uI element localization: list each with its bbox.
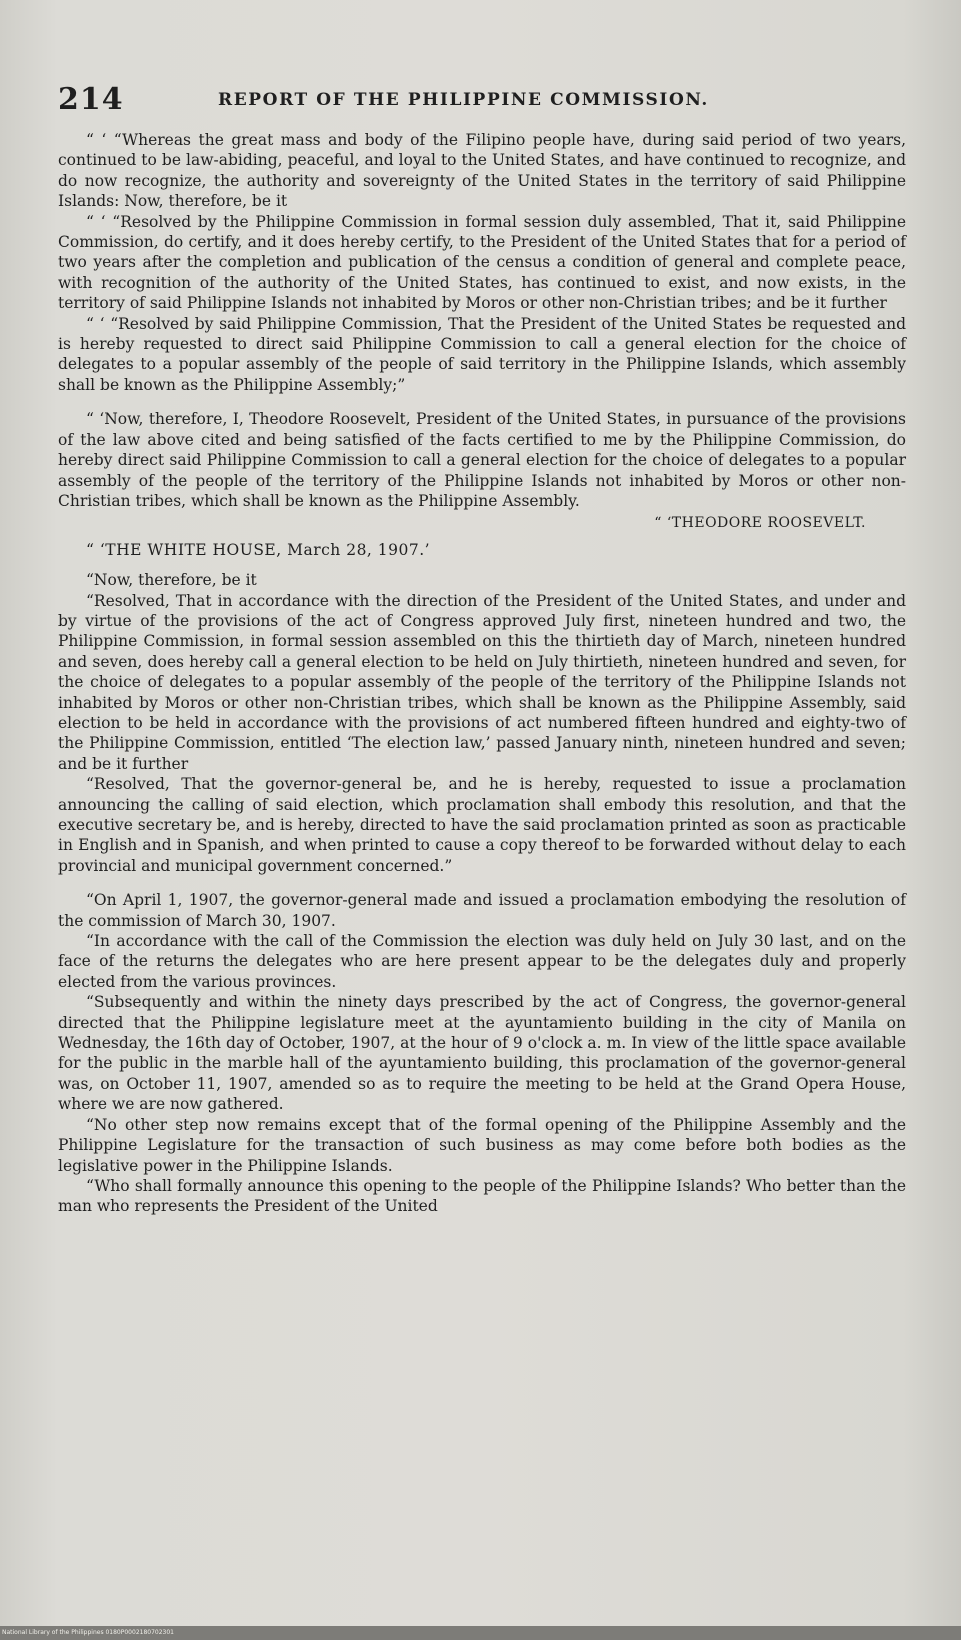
signature: “ ‘THEODORE ROOSEVELT.: [654, 515, 866, 532]
paragraph: “ ‘Now, therefore, I, Theodore Roosevelt, President of the United States, in pursuance of the provisions of the law above cited and being satisfied of the facts certified to me by the Philippine Commission, do hereby direct said Philippine Commission to call a general election for the choice of delegates to a popular assembly of the people of the territory of the Philippine Islands not inhabited by Moros or other non-Christian tribes, which shall be known as the Philippine Assembly.: [58, 410, 906, 510]
dateline: “ ‘THE WHITE HOUSE, March 28, 1907.’: [86, 540, 431, 559]
paragraph: “Who shall formally announce this opening to the people of the Philippine Islands? Who better than the man who represents the President of the United: [58, 1176, 906, 1216]
paragraph: “No other step now remains except that of the formal opening of the Philippine Assembly and the Philippine Legislature for the transaction of such business as may come before both bodies as the legislative power in the Philippine Islands.: [58, 1115, 906, 1175]
paragraph: “In accordance with the call of the Commission the election was duly held on July 30 last, and on the face of the returns the delegates who are here present appear to be the delegates duly and properly elected from the various provinces.: [58, 932, 906, 991]
paragraph: “Resolved, That in accordance with the direction of the President of the United States, and under and by virtue of the provisions of the act of Congress approved July first, nineteen hundred and two, the Philippine Commission, in formal session assembled on this the thirtieth day of March, nineteen hundred and seven, does hereby call a general election to be held on July thirtieth, nineteen hundred and seven, for the choice of delegates to a popular assembly of the people of the territory of the Philippine Islands not inhabited by Moros or other non-Christian tribes, which shall be known as the Philippine Assembly, said election to be held in accordance with the provisions of act numbered fifteen hundred and eighty-two of the Philippine Commission, entitled ‘The election law,’ passed January ninth, nineteen hundred and seven; and be it further: [58, 591, 906, 773]
page-number: 214: [58, 82, 124, 117]
paragraph: “ ‘ “Resolved by the Philippine Commission in formal session duly assembled, That it, said Philippine Commission, do certify, and it does hereby certify, to the President of the United States that for a period of two years after the completion and publication of the census a condition of general and complete peace, with recognition of the authority of the United States, has continued to exist, and now exists, in the territory of said Philippine Islands not inhabited by Moros or other non-Christian tribes; and be it further: [58, 212, 906, 313]
paragraph: “On April 1, 1907, the governor-general made and issued a proclamation embodying the resolution of the commission of March 30, 1907.: [58, 891, 906, 930]
running-title: REPORT OF THE PHILIPPINE COMMISSION.: [218, 90, 709, 110]
paragraph: “ ‘ “Whereas the great mass and body of the Filipino people have, during said period of two years, continued to be law-abiding, peaceful, and loyal to the United States, and have continued to recognize, and do now recognize, the authority and sovereignty of the United States in the territory of said Philippine Islands: Now, therefore, be it: [58, 131, 906, 211]
page-body: [58, 130, 906, 1217]
paragraph: “Subsequently and within the ninety days prescribed by the act of Congress, the governor-general directed that the Philippine legislature meet at the ayuntamiento building in the city of Manila on Wednesday, the 16th day of October, 1907, at the hour of 9 o'clock a. m. In view of the little space available for the public in the marble hall of the ayuntamiento building, this proclamation of the governor-general was, on October 11, 1907, amended so as to require the meeting to be held at the Grand Opera House, where we are now gathered.: [58, 993, 906, 1114]
paragraph: “ ‘ “Resolved by said Philippine Commission, That the President of the United States be requested and is hereby requested to direct said Philippine Commission to call a general election for the choice of delegates to a popular assembly of the people of said territory in the Philippine Islands, which assembly shall be known as the Philippine Assembly;”: [58, 314, 906, 394]
paragraph: “Resolved, That the governor-general be, and he is hereby, requested to issue a proclamation announcing the calling of said election, which proclamation shall embody this resolution, and that the executive secretary be, and is hereby, directed to have the said proclamation printed as soon as practicable in English and in Spanish, and when printed to cause a copy thereof to be forwarded without delay to each provincial and municipal government concerned.”: [58, 775, 906, 875]
scan-footer: National Library of the Philippines 0180P0002180702301: [0, 1626, 961, 1640]
paragraph: “Now, therefore, be it: [86, 571, 257, 590]
page-header: [58, 82, 908, 122]
